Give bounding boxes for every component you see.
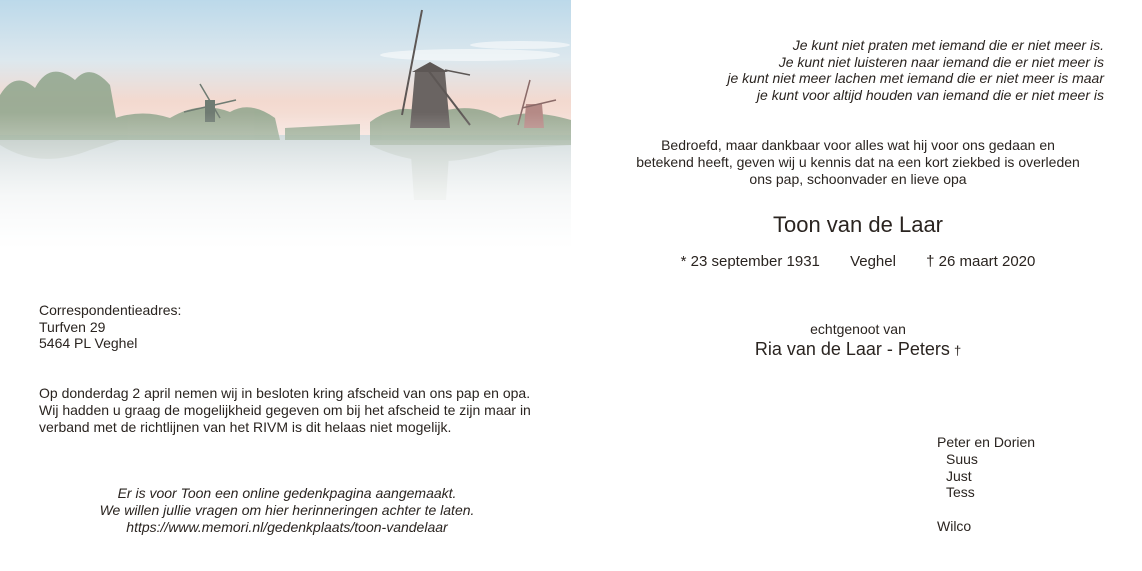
life-dates — [598, 253, 1118, 270]
family-child: Suus — [946, 450, 978, 467]
poem-line: je kunt voor altijd houden van iemand die er niet meer is — [756, 86, 1104, 103]
family-spacer — [937, 501, 1035, 518]
poem — [727, 37, 1104, 103]
address-label: Correspondentieadres: — [39, 302, 182, 318]
online-memorial-note — [39, 485, 535, 535]
address-city: 5464 PL Veghel — [39, 335, 138, 351]
birth-date: * 23 september 1931 — [680, 253, 820, 270]
windmill-landscape-image — [0, 0, 571, 250]
place: Veghel — [850, 253, 896, 270]
family-list — [937, 434, 1035, 535]
online-line-1: Er is voor Toon een online gedenkpagina aangemaakt. — [117, 485, 457, 501]
spouse-name-line — [598, 339, 1118, 360]
family-child: Tess — [946, 484, 975, 501]
poem-line: Je kunt niet praten met iemand die er niet meer is. — [792, 37, 1104, 53]
online-line-2: We willen jullie vragen om hier herinneringen achter te laten. — [99, 501, 475, 518]
family-child: Just — [946, 467, 972, 484]
family-other: Wilco — [937, 517, 972, 534]
poem-line: Je kunt niet luisteren naar iemand die er niet meer is — [778, 53, 1104, 70]
announcement-line: Bedroefd, maar dankbaar voor alles wat hij voor ons gedaan en — [661, 137, 1055, 153]
memorial-link[interactable]: https://www.memori.nl/gedenkplaats/toon-vandelaar — [126, 518, 448, 535]
address-street: Turfven 29 — [39, 318, 106, 335]
spouse-label: echtgenoot van — [810, 321, 906, 337]
death-date: † 26 maart 2020 — [926, 253, 1036, 270]
farewell-message: Op donderdag 2 april nemen wij in besloten kring afscheid van ons pap en opa. Wij hadden u graag de mogelijkheid gegeven om bij het afscheid te zijn maar in verband met de richtlijnen van het RIVM is dit helaas niet mogelijk. — [39, 385, 531, 435]
spouse-name: Ria van de Laar - Peters — [754, 339, 950, 359]
deceased-name: Toon van de Laar — [772, 212, 944, 237]
announcement-line: betekend heeft, geven wij u kennis dat na een kort ziekbed is overleden — [636, 154, 1080, 170]
family-parent: Peter en Dorien — [937, 434, 1036, 450]
announcement-text — [598, 137, 1118, 188]
poem-line: je kunt niet meer lachen met iemand die er niet meer is maar — [727, 70, 1104, 87]
correspondence-address — [39, 302, 181, 352]
announcement-line: ons pap, schoonvader en lieve opa — [749, 171, 967, 187]
cross-icon: † — [953, 343, 962, 358]
